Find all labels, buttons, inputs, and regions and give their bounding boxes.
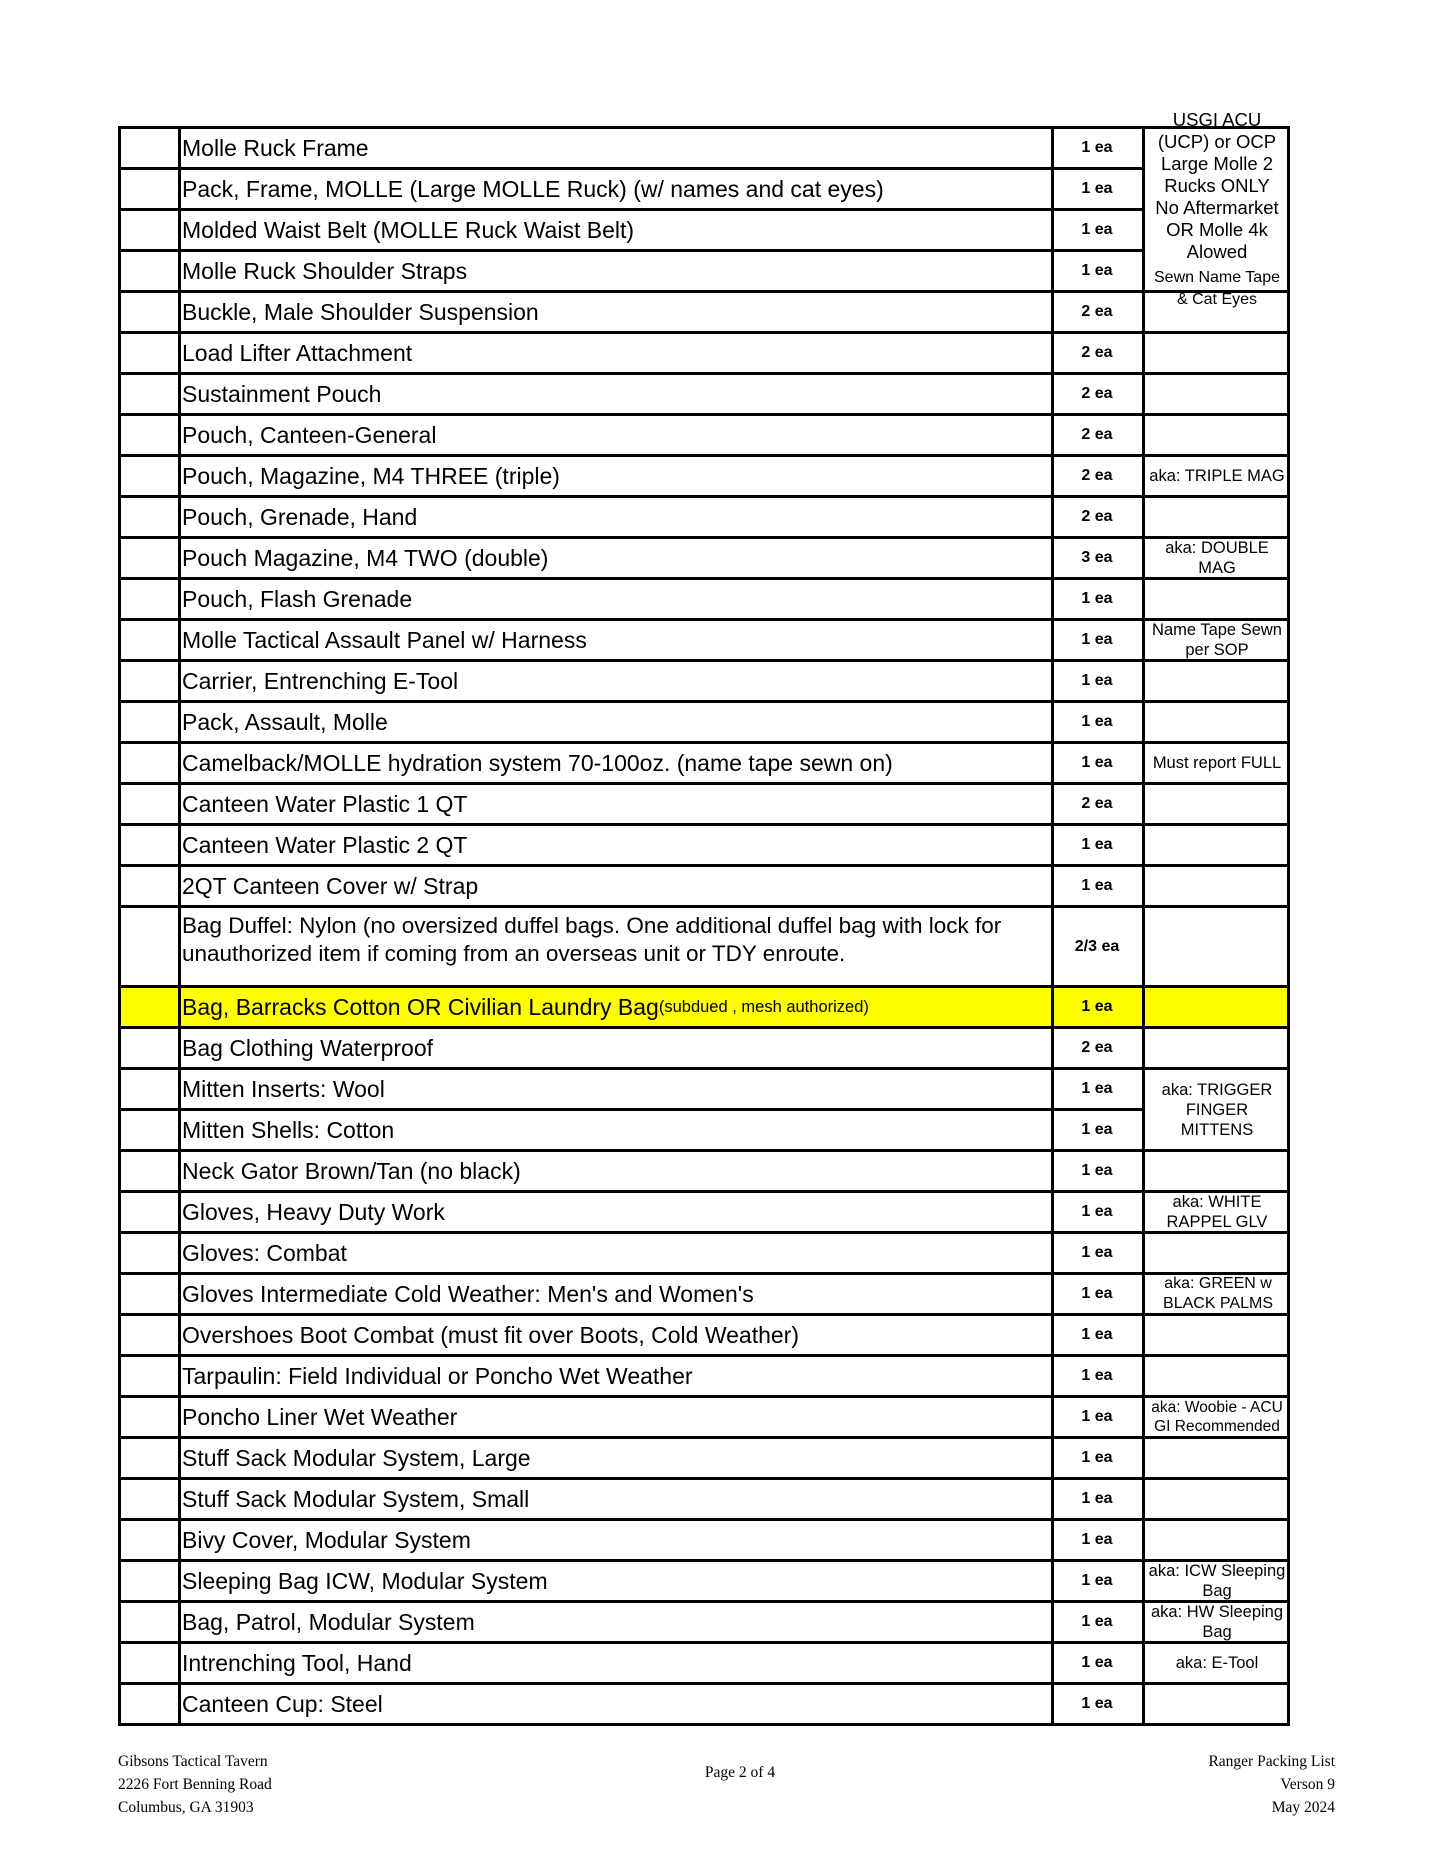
item-quantity: 2 ea (1081, 303, 1113, 320)
item-name-text: Bag, Patrol, Modular System (182, 1609, 475, 1635)
item-quantity: 1 ea (1081, 1531, 1113, 1548)
item-quantity: 1 ea (1081, 139, 1113, 156)
item-quantity: 1 ea (1081, 221, 1113, 238)
ruck-approved-models: USGI ACU (UCP) or OCP Large Molle 2 Rucks ONLY (1157, 108, 1277, 196)
item-quantity: 2 ea (1081, 385, 1113, 402)
item-name-text: Buckle, Male Shoulder Suspension (182, 299, 539, 325)
item-quantity: 1 ea (1081, 180, 1113, 197)
item-name-text: Sustainment Pouch (182, 381, 382, 407)
item-name (180, 580, 1050, 618)
item-name (180, 1562, 1050, 1600)
item-quantity: 1 ea (1081, 262, 1113, 279)
item-name-text: Pouch, Magazine, M4 THREE (triple) (182, 463, 560, 489)
footer-version: Verson 9 (1280, 1776, 1335, 1793)
item-name-text: 2QT Canteen Cover w/ Strap (182, 873, 479, 899)
item-name (180, 1111, 1050, 1149)
item-name (180, 908, 1050, 985)
ruck-name-tape-rule: Sewn Name Tape & Cat Eyes (1154, 268, 1280, 308)
footer-date: May 2024 (1271, 1799, 1335, 1816)
item-quantity: 1 ea (1081, 631, 1113, 648)
item-quantity: 1 ea (1081, 1408, 1113, 1425)
item-quantity: 2 ea (1081, 795, 1113, 812)
item-name-text: Mitten Inserts: Wool (182, 1076, 385, 1102)
item-quantity: 1 ea (1081, 1244, 1113, 1261)
item-name (180, 1275, 1050, 1313)
item-note: Must report FULL (1152, 754, 1282, 772)
item-name (180, 1357, 1050, 1395)
item-quantity: 3 ea (1081, 549, 1113, 566)
item-name (180, 539, 1050, 577)
item-name (180, 1480, 1050, 1518)
item-name-text: Sleeping Bag ICW, Modular System (182, 1568, 548, 1594)
footer-city: Columbus, GA 31903 (118, 1799, 254, 1816)
item-name (180, 416, 1050, 454)
item-note: aka: ICW Sleeping Bag (1148, 1562, 1286, 1600)
item-note: aka: GREEN w BLACK PALMS (1163, 1275, 1273, 1312)
item-quantity: 1 ea (1081, 1654, 1113, 1671)
item-quantity: 1 ea (1081, 672, 1113, 689)
item-name (180, 744, 1050, 782)
item-name (180, 988, 1050, 1026)
item-name (180, 1316, 1050, 1354)
item-note: aka: HW Sleeping Bag (1150, 1603, 1284, 1641)
item-name (180, 170, 1050, 208)
item-name (180, 1398, 1050, 1436)
item-name-text: Load Lifter Attachment (182, 340, 413, 366)
item-name-text: Mitten Shells: Cotton (182, 1117, 395, 1143)
item-qualifier: (subdued , mesh authorized) (658, 998, 869, 1016)
item-name-text: Stuff Sack Modular System, Large (182, 1445, 531, 1471)
mittens-note: aka: TRIGGER FINGER MITTENS (1161, 1080, 1273, 1139)
item-name-text: Canteen Water Plastic 2 QT (182, 832, 468, 858)
column-rule (118, 126, 121, 1726)
item-quantity: 1 ea (1081, 1613, 1113, 1630)
item-name-text: Gloves: Combat (182, 1240, 347, 1266)
item-name (180, 293, 1050, 331)
item-quantity: 1 ea (1081, 713, 1113, 730)
item-name (180, 211, 1050, 249)
item-quantity: 1 ea (1081, 836, 1113, 853)
item-name-text: Pouch Magazine, M4 TWO (double) (182, 545, 549, 571)
item-quantity: 1 ea (1081, 1490, 1113, 1507)
item-note: aka: DOUBLE MAG (1165, 539, 1269, 577)
item-name (180, 703, 1050, 741)
item-quantity: 1 ea (1081, 590, 1113, 607)
item-quantity: 2 ea (1081, 1039, 1113, 1056)
item-name-text: Overshoes Boot Combat (must fit over Boots, Cold Weather) (182, 1322, 799, 1348)
footer-page-number: Page 2 of 4 (704, 1764, 776, 1781)
item-quantity: 2 ea (1081, 508, 1113, 525)
item-name-text: Canteen Cup: Steel (182, 1691, 383, 1717)
item-name (180, 252, 1050, 290)
item-name-text: Pouch, Flash Grenade (182, 586, 413, 612)
item-name (180, 621, 1050, 659)
item-name-text: Camelback/MOLLE hydration system 70-100oz. (name tape sewn on) (182, 750, 893, 776)
item-note: Name Tape Sewn per SOP (1152, 621, 1282, 659)
item-name-text: Carrier, Entrenching E-Tool (182, 668, 459, 694)
item-name-text: Pouch, Canteen-General (182, 422, 437, 448)
item-name-text: Molded Waist Belt (MOLLE Ruck Waist Belt) (182, 217, 635, 243)
item-name-text: Bag, Barracks Cotton OR Civilian Laundry Bag (182, 994, 659, 1020)
item-name (180, 1029, 1050, 1067)
item-quantity: 2 ea (1081, 344, 1113, 361)
item-name-text: Stuff Sack Modular System, Small (182, 1486, 530, 1512)
item-quantity: 2 ea (1081, 467, 1113, 484)
item-name (180, 662, 1050, 700)
item-quantity: 1 ea (1081, 1695, 1113, 1712)
item-name (180, 129, 1050, 167)
item-name-text: Pack, Frame, MOLLE (Large MOLLE Ruck) (w/ names and cat eyes) (182, 176, 884, 202)
item-name-text: Intrenching Tool, Hand (182, 1650, 412, 1676)
item-quantity: 1 ea (1081, 1121, 1113, 1138)
column-rule (1142, 126, 1145, 1726)
item-name-text: Poncho Liner Wet Weather (182, 1404, 458, 1430)
item-name (180, 1521, 1050, 1559)
item-note: aka: TRIPLE MAG (1149, 467, 1285, 485)
item-name (180, 826, 1050, 864)
footer-street: 2226 Fort Benning Road (118, 1776, 272, 1793)
item-quantity: 1 ea (1081, 877, 1113, 894)
item-name (180, 457, 1050, 495)
packing-list-table (118, 108, 1290, 1726)
item-quantity: 1 ea (1081, 1285, 1113, 1302)
ruck-aftermarket-rule: No Aftermarket OR Molle 4k Alowed (1155, 196, 1279, 262)
item-quantity: 1 ea (1081, 1080, 1113, 1097)
item-quantity: 1 ea (1081, 998, 1113, 1015)
item-name-text: Tarpaulin: Field Individual or Poncho Wet Weather (182, 1363, 693, 1389)
item-name (180, 785, 1050, 823)
item-name (180, 1685, 1050, 1723)
item-name (180, 867, 1050, 905)
item-name-text: Neck Gator Brown/Tan (no black) (182, 1158, 521, 1184)
item-name-text: Molle Tactical Assault Panel w/ Harness (182, 627, 587, 653)
column-rule (1287, 126, 1290, 1726)
footer-address (118, 1750, 272, 1819)
item-name (180, 1070, 1050, 1108)
item-note: aka: WHITE RAPPEL GLV (1166, 1193, 1268, 1231)
item-name (180, 1234, 1050, 1272)
item-quantity: 1 ea (1081, 1367, 1113, 1384)
footer-doc-title: Ranger Packing List (1208, 1753, 1335, 1770)
row-rule (118, 1723, 1290, 1726)
item-name (180, 334, 1050, 372)
item-quantity: 1 ea (1081, 1326, 1113, 1343)
item-name-text: Pouch, Grenade, Hand (182, 504, 418, 530)
footer-business-name: Gibsons Tactical Tavern (118, 1753, 268, 1770)
item-name (180, 375, 1050, 413)
item-quantity: 1 ea (1081, 754, 1113, 771)
item-name-text: Pack, Assault, Molle (182, 709, 388, 735)
item-name-text: Gloves Intermediate Cold Weather: Men's and Women's (182, 1281, 754, 1307)
item-name-text: Molle Ruck Frame (182, 135, 369, 161)
item-name-text: Molle Ruck Shoulder Straps (182, 258, 468, 284)
item-name (180, 1439, 1050, 1477)
item-name-text: Gloves, Heavy Duty Work (182, 1199, 445, 1225)
item-quantity: 2 ea (1081, 426, 1113, 443)
item-name (180, 1193, 1050, 1231)
ruck-requirements-note (1144, 108, 1290, 308)
item-name (180, 1644, 1050, 1682)
item-note: aka: E-Tool (1175, 1654, 1259, 1672)
item-name-text: Canteen Water Plastic 1 QT (182, 791, 468, 817)
item-quantity: 1 ea (1081, 1449, 1113, 1466)
item-name-text: Bag Duffel: Nylon (no oversized duffel bags. One additional duffel bag with lock for unauthorized item if coming from an overseas unit or TDY enroute. (182, 913, 1002, 966)
item-quantity: 1 ea (1081, 1572, 1113, 1589)
footer-document-info (1208, 1750, 1335, 1819)
item-name (180, 1603, 1050, 1641)
item-quantity: 2/3 ea (1074, 937, 1120, 955)
item-name-text: Bag Clothing Waterproof (182, 1035, 434, 1061)
item-note: aka: Woobie - ACU GI Recommended (1151, 1399, 1283, 1435)
item-name-text: Bivy Cover, Modular System (182, 1527, 471, 1553)
item-name (180, 1152, 1050, 1190)
item-name (180, 498, 1050, 536)
item-quantity: 1 ea (1081, 1203, 1113, 1220)
item-quantity: 1 ea (1081, 1162, 1113, 1179)
